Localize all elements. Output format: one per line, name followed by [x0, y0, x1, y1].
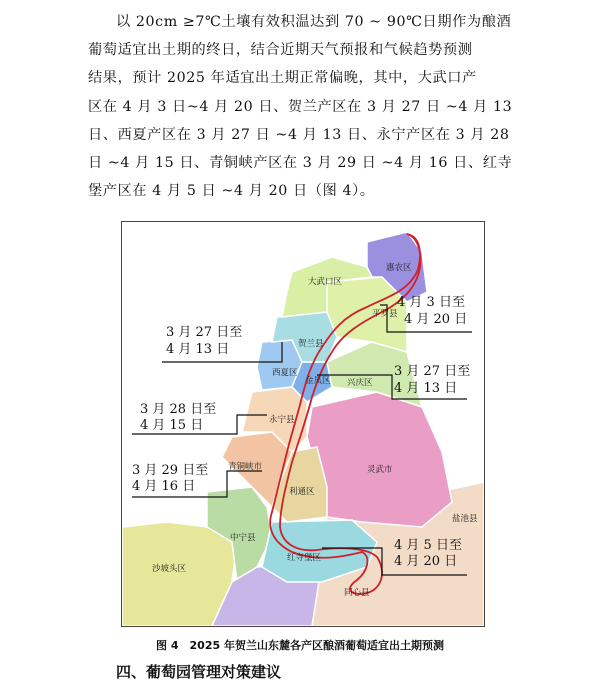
- paragraph-line: 结果，预计 2025 年适宜出土期正常偏晚，其中，大武口产: [88, 70, 477, 87]
- label-lingwu: 灵武市: [367, 465, 393, 475]
- callout-xixia-end: 4 月 13 日: [394, 381, 458, 396]
- callout-qingtongxia-end: 4 月 16 日: [132, 479, 196, 494]
- paragraph-line: 堡产区在 4 月 5 日 ~4 月 20 日（图 4）。: [88, 183, 375, 200]
- callout-hongsibao-start: 4 月 5 日至: [394, 538, 462, 553]
- figure-caption: 图 4 2025 年贺兰山东麓各产区酿酒葡萄适宜出土期预测: [156, 639, 444, 652]
- callout-helan-start: 3 月 27 日至: [166, 325, 243, 340]
- label-litong: 利通区: [289, 487, 315, 497]
- paragraph-line: 日 ~4 月 15 日、青铜峡产区在 3 月 29 日 ~4 月 16 日、红寺: [88, 155, 513, 172]
- callout-dawukou-end: 4 月 20 日: [404, 312, 468, 327]
- callout-xixia-start: 3 月 27 日至: [394, 364, 471, 379]
- paragraph-line: 日、西夏产区在 3 月 27 日 ~4 月 13 日、永宁产区在 3 月 28: [88, 126, 510, 143]
- callout-dawukou-start: 4 月 3 日至: [397, 295, 465, 310]
- label-zhongning: 中宁县: [230, 533, 256, 543]
- label-qingtongxia: 青铜峡市: [228, 462, 263, 472]
- label-tongxin: 同心县: [344, 588, 370, 598]
- callout-hongsibao-end: 4 月 20 日: [394, 554, 458, 569]
- label-dawukou: 大武口区: [308, 277, 343, 287]
- label-huinong: 惠农区: [386, 263, 412, 273]
- label-xingqing: 兴庆区: [347, 378, 373, 388]
- label-shapotou: 沙坡头区: [152, 564, 187, 574]
- label-yongning: 永宁县: [269, 415, 295, 425]
- callout-qingtongxia-start: 3 月 29 日至: [132, 463, 209, 478]
- callout-helan-end: 4 月 13 日: [166, 342, 230, 357]
- label-jinfeng: 金凤区: [305, 376, 331, 386]
- region-map: [121, 221, 485, 627]
- region-lingwu: [307, 392, 452, 527]
- label-helan: 贺兰县: [298, 339, 324, 349]
- section-heading: 四、葡萄园管理对策建议: [116, 663, 282, 681]
- label-xixia: 西夏区: [272, 368, 298, 378]
- callout-yongning-end: 4 月 15 日: [140, 418, 204, 433]
- body-paragraph: [88, 8, 520, 205]
- label-yanchi: 盐池县: [452, 514, 478, 524]
- paragraph-line: 区在 4 月 3 日~4 月 20 日、贺兰产区在 3 月 27 日 ~4 月 13: [88, 98, 513, 115]
- label-pingluo: 平罗县: [372, 309, 398, 319]
- callout-yongning-start: 3 月 28 日至: [140, 402, 217, 417]
- map-svg: [122, 222, 484, 626]
- paragraph-line: 以 20cm ≥7℃土壤有效积温达到 70 ~ 90℃日期作为酿酒: [116, 14, 512, 30]
- paragraph-line: 葡萄适宜出土期的终日，结合近期天气预报和气候趋势预测: [88, 42, 473, 59]
- label-hongsibao: 红寺堡区: [287, 553, 322, 563]
